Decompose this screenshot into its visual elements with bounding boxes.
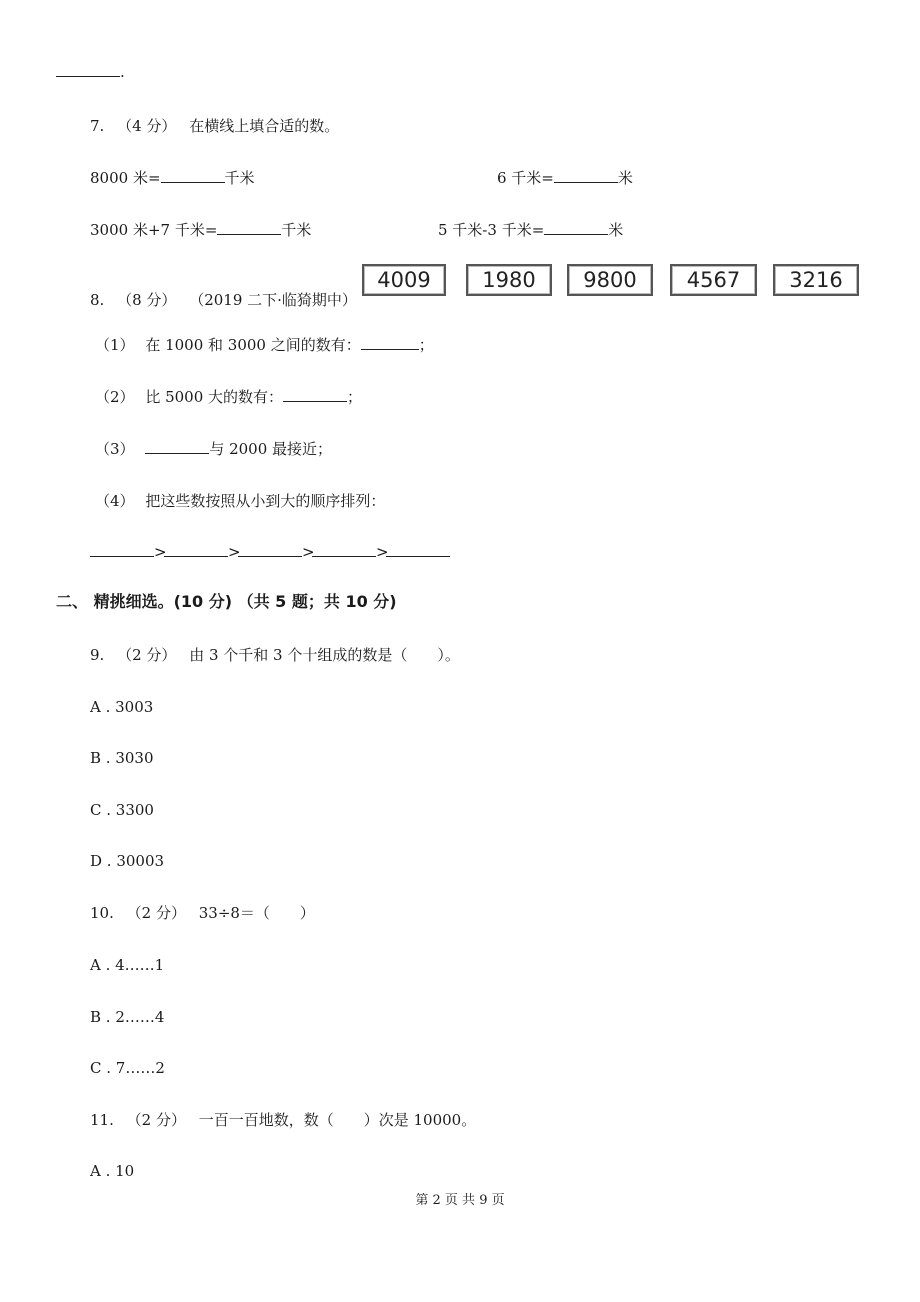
answer-blank[interactable] [161,168,225,183]
q8-part-2 [95,387,362,407]
carryover-period: . [120,63,125,81]
unit-text: 米 [617,169,633,187]
number-card: 4567 [670,264,757,296]
question-number: 9. [90,646,105,664]
q8-part-1 [95,335,434,355]
part-text: 与 2000 最接近； [209,440,333,458]
part-label: （4） [95,492,135,510]
option-c[interactable]: C . 7……2 [90,1059,165,1077]
part-text: 把这些数按照从小到大的顺序排列： [145,492,386,510]
number-card: 9800 [567,264,653,296]
q8-part-4 [95,491,385,511]
punctuation: ； [347,388,363,406]
question-score: （4 分） [117,117,177,135]
part-label: （1） [95,336,135,354]
answer-blank[interactable] [56,62,120,77]
part-label: （3） [95,440,135,458]
question-9-header [90,645,460,665]
answer-blank[interactable] [164,542,228,557]
q7-row2-left [90,220,311,240]
part-text: 比 5000 大的数有： [145,388,284,406]
answer-blank[interactable] [312,542,376,557]
greater-than-sign: > [154,543,167,561]
option-a[interactable]: A . 3003 [90,698,154,716]
greater-than-sign: > [228,543,241,561]
answer-blank[interactable] [361,335,419,350]
equation-text: 3000 米+7 千米= [90,221,218,239]
question-score: （8 分） [117,291,177,309]
greater-than-sign: > [376,543,389,561]
question-prompt: 一百一百地数，数（ ）次是 10000。 [198,1111,477,1129]
question-7-header [90,116,339,136]
number-card: 4009 [362,264,446,296]
question-prompt: 33÷8＝（ ） [198,904,315,922]
equation-text: 5 千米-3 千米= [438,221,545,239]
question-number: 8. [90,291,105,309]
option-d[interactable]: D . 30003 [90,852,165,870]
option-b[interactable]: B . 2……4 [90,1008,165,1026]
option-c[interactable]: C . 3300 [90,801,154,819]
question-number: 10. [90,904,114,922]
question-number: 11. [90,1111,114,1129]
number-card: 3216 [773,264,859,296]
option-a[interactable]: A . 10 [90,1162,135,1180]
question-prompt: 在横线上填合适的数。 [189,117,340,135]
question-number: 7. [90,117,105,135]
answer-blank[interactable] [386,542,450,557]
question-8-header [90,290,357,310]
question-score: （2 分） [126,904,186,922]
answer-blank[interactable] [238,542,302,557]
q7-row1-left [90,168,255,188]
page-footer: 第 2 页 共 9 页 [415,1193,505,1208]
q8-part-3 [95,439,332,459]
unit-text: 千米 [224,169,255,187]
answer-blank[interactable] [283,387,347,402]
q8-order-line [90,542,450,562]
answer-blank[interactable] [544,220,608,235]
question-11-header [90,1110,476,1130]
answer-blank[interactable] [217,220,281,235]
equation-text: 8000 米= [90,169,161,187]
number-card: 1980 [466,264,552,296]
part-text: 在 1000 和 3000 之间的数有： [145,336,361,354]
unit-text: 千米 [281,221,312,239]
option-a[interactable]: A . 4……1 [90,956,165,974]
question-prompt: 由 3 个千和 3 个十组成的数是（ ）。 [189,646,460,664]
unit-text: 米 [608,221,624,239]
carryover-line [56,62,125,82]
question-source: （2019 二下·临猗期中） [189,291,357,309]
greater-than-sign: > [302,543,315,561]
answer-blank[interactable] [145,439,209,454]
question-10-header [90,903,315,923]
question-score: （2 分） [126,1111,186,1129]
q7-row2-right [438,220,623,240]
answer-blank[interactable] [90,542,154,557]
section-heading: 二、 精挑细选。(10 分) （共 5 题；共 10 分) [56,592,397,611]
option-b[interactable]: B . 3030 [90,749,154,767]
answer-blank[interactable] [554,168,618,183]
q7-row1-right [497,168,633,188]
question-score: （2 分） [117,646,177,664]
equation-text: 6 千米= [497,169,554,187]
part-label: （2） [95,388,135,406]
punctuation: ； [418,336,434,354]
